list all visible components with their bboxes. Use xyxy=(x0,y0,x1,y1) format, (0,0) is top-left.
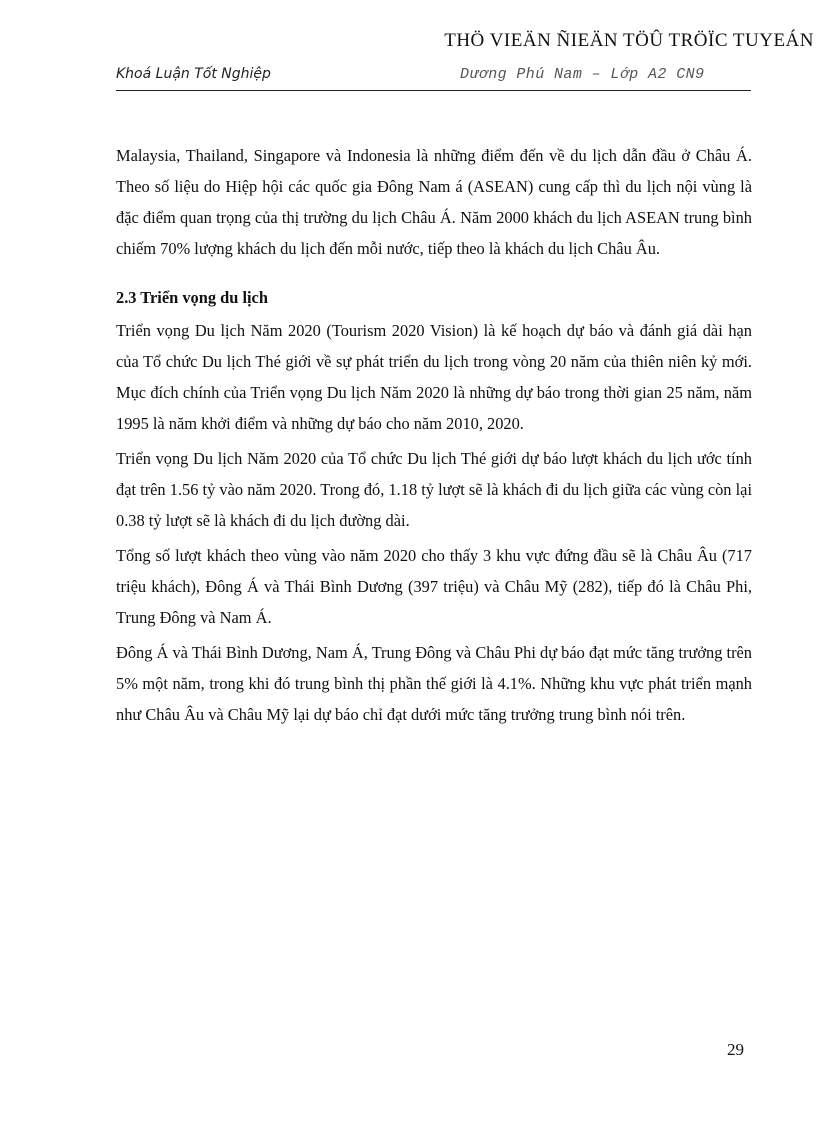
header-thesis-label: Khoá Luận Tốt Nghiệp xyxy=(116,66,271,82)
header-author-class: Dương Phú Nam – Lớp A2 CN9 xyxy=(460,66,705,83)
intro-paragraph: Malaysia, Thailand, Singapore và Indonesia là những điểm đến về du lịch dẫn đầu ở Châu Á. Theo số liệu do Hiệp hội các quốc gia Đông Nam á (ASEAN) cung cấp thì du lịch nội vùng là đặc điểm quan trọng của thị trường du lịch Châu Á. Năm 2000 khách du lịch ASEAN trung bình chiếm 70% lượng khách du lịch đến mỗi nước, tiếp theo là khách du lịch Châu Âu. xyxy=(116,146,752,258)
section-paragraph-4: Đông Á và Thái Bình Dương, Nam Á, Trung Đông và Châu Phi dự báo đạt mức tăng trưởng trên 5% một năm, trong khi đó trung bình thị phần thế giới là 4.1%. Những khu vực phát triển mạnh như Châu Âu và Châu Mỹ lại dự báo chỉ đạt dưới mức tăng trưởng trung bình nói trên. xyxy=(116,643,752,724)
page-number: 29 xyxy=(727,1040,744,1059)
watermark-title: THÖ VIEÄN ÑIEÄN TÖÛ TRÖÏC TUYEÁN xyxy=(444,30,814,51)
document-body xyxy=(116,140,752,730)
section-title: 2.3 Triển vọng du lịch xyxy=(116,288,268,307)
section-paragraph-1: Triển vọng Du lịch Năm 2020 (Tourism 2020 Vision) là kế hoạch dự báo và đánh giá dài hạn của Tổ chức Du lịch Thé giới về sự phát triển du lịch trong vòng 20 năm của thiên niên kỷ mới. Mục đích chính của Triển vọng Du lịch Năm 2020 là những dự báo trong thời gian 25 năm, năm 1995 là năm khởi điểm và những dự báo cho năm 2010, 2020. xyxy=(116,321,752,433)
section-paragraph-2: Triển vọng Du lịch Năm 2020 của Tổ chức Du lịch Thé giới dự báo lượt khách du lịch ước tính đạt trên 1.56 tỷ vào năm 2020. Trong đó, 1.18 tỷ lượt sẽ là khách đi du lịch giữa các vùng còn lại 0.38 tỷ lượt sẽ là khách đi du lịch đường dài. xyxy=(116,449,752,530)
page-header xyxy=(116,66,751,91)
section-paragraph-3: Tổng số lượt khách theo vùng vào năm 2020 cho thấy 3 khu vực đứng đầu sẽ là Châu Âu (717 triệu khách), Đông Á và Thái Bình Dương (397 triệu) và Châu Mỹ (282), tiếp đó là Châu Phi, Trung Đông và Nam Á. xyxy=(116,546,752,627)
